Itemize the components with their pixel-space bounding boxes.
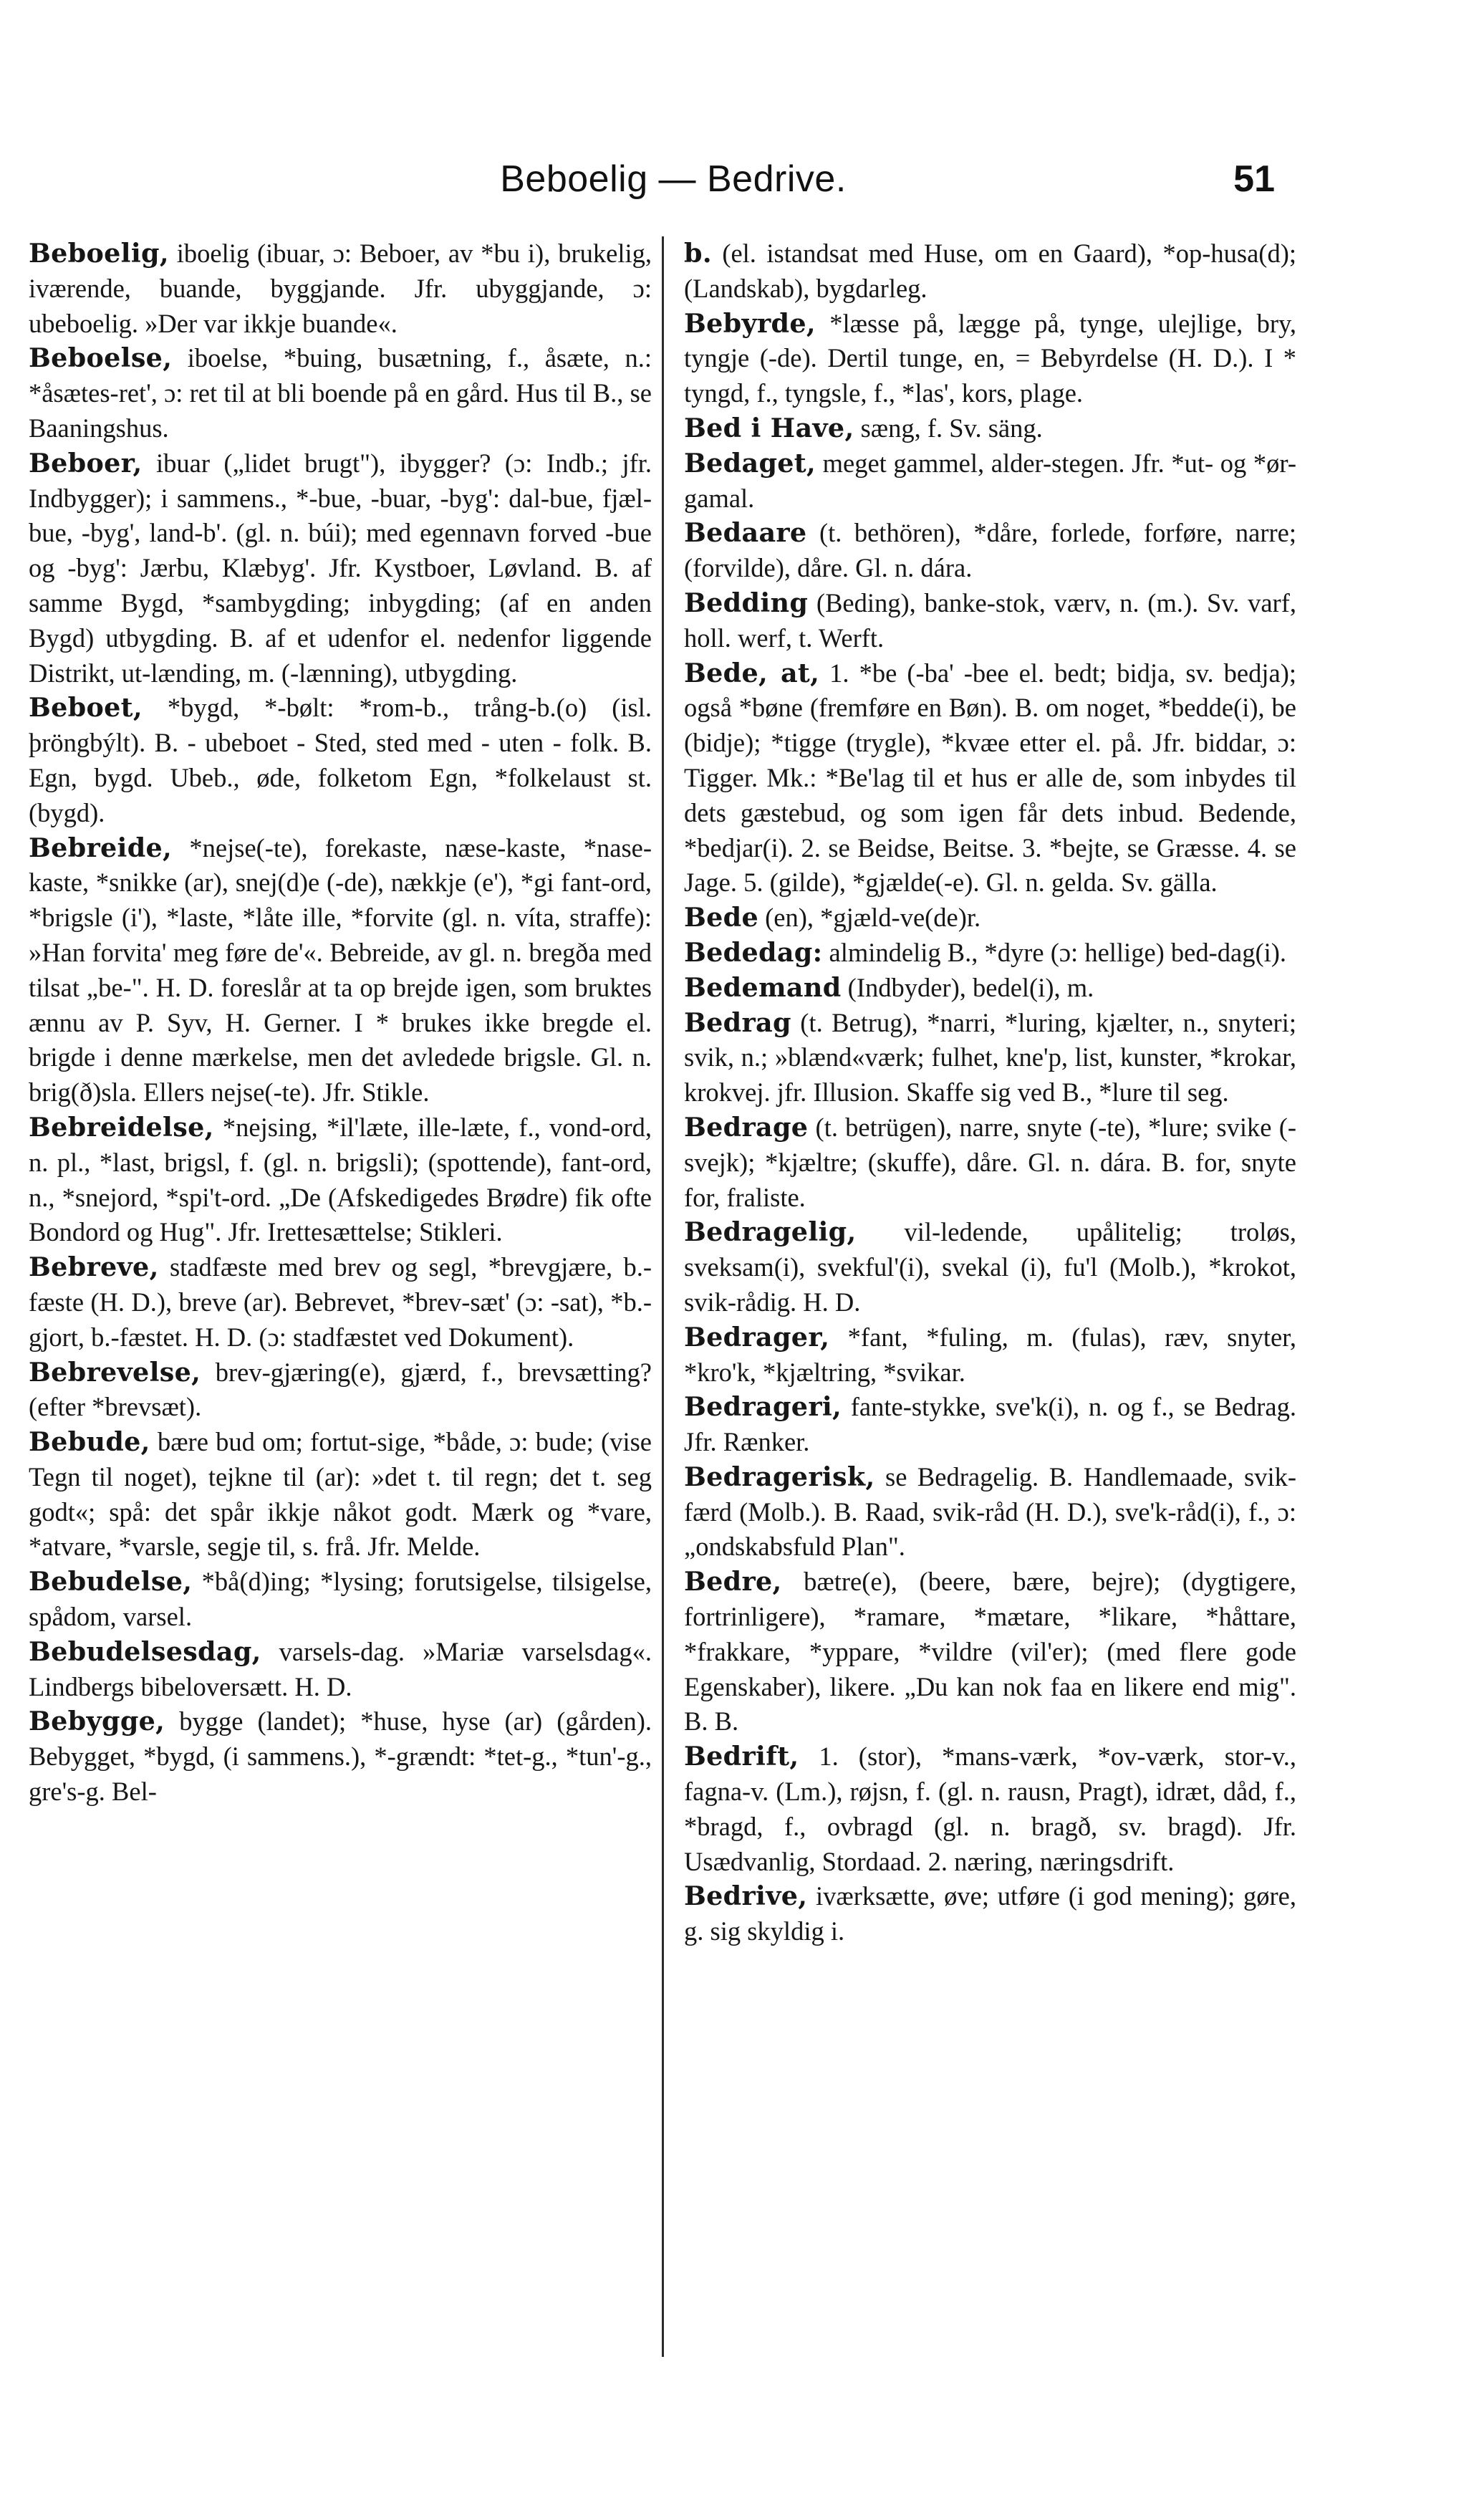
- dictionary-entry: [684, 656, 1296, 901]
- entry-headword: Bede: [684, 902, 759, 933]
- entry-headword: Bebude,: [29, 1426, 150, 1458]
- dictionary-entry: [29, 691, 652, 830]
- entry-headword: Bedre,: [684, 1566, 782, 1598]
- entry-definition: 1. (stor), *mans-værk, *ov-værk, stor-v., fagna-v. (Lm.), røjsn, f. (gl. n. rausn, Pragt), idræt, dåd, f., *bragd, f., ovbragd (gl. n. bragð, sv. bragd). Jfr. Usædvanlig, Stordaad. 2. næring, næringsdrift.: [684, 1742, 1296, 1876]
- page-number: 51: [1233, 158, 1275, 200]
- dictionary-entry: [684, 1390, 1296, 1460]
- dictionary-entry: [684, 586, 1296, 656]
- entry-definition: *nejse(-te), forekaste, næse-kaste, *nase-kaste, *snikke (ar), snej(d)e (-de), nækkje (e'), *gi fant-ord, *brigsle (i'), *laste, *låte ille, *forvite (gl. n. víta, straffe): »Han forvita' meg føre de'«. Bebreide, av gl. n. bregða med tilsat „be-". H. D. foreslår at ta op brejde igen, som bruktes ænnu av P. Syv, H. Gerner. I * brukes ikke bregde el. brigde i denne mærkelse, men det avledede brigsle. Gl. n. brig(ð)sla. Ellers nejse(-te). Jfr. Stikle.: [29, 832, 652, 1108]
- entry-headword: Bedrag: [684, 1007, 791, 1038]
- entry-headword: Bedaare: [684, 517, 807, 549]
- entry-definition: bygge (landet); *huse, hyse (ar) (gården). Bebygget, *bygd, (i sammens.), *-grændt: *tet-g., *tun'-g., gre's-g. Bel-: [29, 1706, 652, 1807]
- dictionary-entry: [29, 1635, 652, 1705]
- dictionary-entry: [684, 1739, 1296, 1879]
- dictionary-entry: [684, 1565, 1296, 1739]
- entry-headword: Bebudelsesdag,: [29, 1635, 261, 1667]
- entry-headword: Bedemand: [684, 971, 842, 1003]
- dictionary-entry: [29, 1110, 652, 1250]
- entry-headword: Bebreide,: [29, 832, 173, 863]
- entry-definition: 1. *be (-ba' -bee el. bedt; bidja, sv. bedja); også *bøne (fremføre en Bøn). B. om noget, *bedde(i), be (bidje); *tigge (trygle), *kvæe etter el. på. Jfr. biddar, ɔ: Tigger. Mk.: *Be'lag til et hus er alle de, som inbydes til dets gæstebud, og som igen får dets inbud. Bedende, *bedjar(i). 2. se Beidse, Beitse. 3. *bejte, se Græsse. 4. se Jage. 5. (gilde), *gjælde(-e). Gl. n. gelda. Sv. gälla.: [684, 658, 1296, 898]
- dictionary-entry: [29, 1565, 652, 1635]
- entry-definition: (el. istandsat med Huse, om en Gaard), *op-husa(d); (Landskab), bygdarleg.: [684, 239, 1296, 303]
- page-header: [0, 0, 1484, 215]
- entry-definition: iværksætte, øve; utføre (i god mening); gøre, g. sig skyldig i.: [684, 1881, 1296, 1946]
- column-divider: [662, 236, 664, 2357]
- dictionary-entry: [684, 1460, 1296, 1565]
- entry-headword: Beboet,: [29, 692, 143, 724]
- entry-headword: Bede, at,: [684, 657, 820, 688]
- dictionary-entry: [684, 411, 1296, 446]
- dictionary-entry: [684, 1320, 1296, 1390]
- entry-definition: brev-gjæring(e), gjærd, f., brevsætting? (efter *brevsæt).: [29, 1357, 652, 1422]
- right-column: [684, 236, 1296, 2371]
- dictionary-entry: [29, 1355, 652, 1426]
- entry-definition: fante-stykke, sve'k(i), n. og f., se Bedrag. Jfr. Rænker.: [684, 1392, 1296, 1457]
- dictionary-entry: [684, 1110, 1296, 1215]
- entry-headword: Bebygge,: [29, 1706, 165, 1737]
- entry-definition: se Bedragelig. B. Handlemaade, svik-færd (Molb.). B. Raad, svik-råd (H. D.), sve'k-råd(i), f., ɔ: „ondskabsfuld Plan".: [684, 1461, 1296, 1562]
- entry-definition: (t. betrügen), narre, snyte (-te), *lure; svike (-svejk); *kjæltre; (skuffe), dåre. Gl. n. dára. B. for, snyte for, fraliste.: [684, 1112, 1296, 1212]
- dictionary-entry: [29, 831, 652, 1110]
- running-head: Beboelig — Bedrive.: [500, 158, 847, 200]
- entry-headword: Bedragelig,: [684, 1216, 857, 1248]
- entry-headword: Bededag:: [684, 936, 823, 968]
- dictionary-entry: [684, 236, 1296, 307]
- entry-headword: Bedrageri,: [684, 1391, 842, 1423]
- entry-headword: Bedragerisk,: [684, 1461, 875, 1492]
- entry-headword: Beboelig,: [29, 238, 169, 269]
- entry-definition: (Beding), banke-stok, værv, n. (m.). Sv. varf, holl. werf, t. Werft.: [684, 587, 1296, 653]
- entry-headword: Bedding: [684, 587, 809, 618]
- dictionary-entry: [29, 1425, 652, 1565]
- entry-headword: Bedrive,: [684, 1880, 808, 1912]
- dictionary-entry: [29, 446, 652, 691]
- entry-definition: *nejsing, *il'læte, ille-læte, f., vond-ord, n. pl., *last, brigsl, f. (gl. n. brigsli); (spottende), fant-ord, n., *snejord, *spi't-ord. „De (Afskedigedes Brødre) fik ofte Bondord og Hug". Jfr. Irettesættelse; Stikleri.: [29, 1112, 652, 1247]
- dictionary-entry: [684, 900, 1296, 936]
- dictionary-entry: [29, 1704, 652, 1809]
- dictionary-entry: [684, 516, 1296, 586]
- entry-headword: Bedrager,: [684, 1321, 830, 1353]
- dictionary-entry: [684, 936, 1296, 971]
- entry-definition: *bå(d)ing; *lysing; forutsigelse, tilsigelse, spådom, varsel.: [29, 1567, 652, 1632]
- entry-definition: stadfæste med brev og segl, *brevgjære, b.-fæste (H. D.), breve (ar). Bebrevet, *brev-sæt' (ɔ: -sat), *b.-gjort, b.-fæstet. H. D. (ɔ: stadfæstet ved Dokument).: [29, 1252, 652, 1352]
- dictionary-entry: [29, 341, 652, 446]
- entry-definition: (en), *gjæld-ve(de)r.: [758, 903, 981, 933]
- entry-headword: Bed i Have,: [684, 412, 854, 443]
- entry-definition: almindelig B., *dyre (ɔ: hellige) bed-dag(i).: [822, 937, 1287, 967]
- entry-definition: bære bud om; fortut-sige, *både, ɔ: bude; (vise Tegn til noget), tejkne til (ar): »det t. til regn; det t. seg godt«; spå: det spår ikkje nåkot godt. Mærk og *vare, *atvare, *varsle, segje til, s. frå. Jfr. Melde.: [29, 1427, 652, 1562]
- entry-definition: *fant, *fuling, m. (fulas), ræv, snyter, *kro'k, *kjæltring, *svikar.: [684, 1322, 1296, 1387]
- entry-definition: bætre(e), (beere, bære, bejre); (dygtigere, fortrinligere), *ramare, *mætare, *likare, *håttare, *frakkare, *yppare, *vildre (vil'er); (med flere gode Egenskaber), likere. „Du kan nok faa en likere end mig". B. B.: [684, 1567, 1296, 1737]
- dictionary-entry: [684, 971, 1296, 1006]
- entry-definition: varsels-dag. »Mariæ varselsdag«. Lindbergs bibeloversætt. H. D.: [29, 1636, 652, 1701]
- entry-headword: Beboer,: [29, 447, 143, 479]
- entry-headword: Bedrage: [684, 1111, 809, 1143]
- entry-definition: iboelse, *buing, busætning, f., åsæte, n.: *åsætes-ret', ɔ: ret til at bli boende på en gård. Hus til B., se Baaningshus.: [29, 343, 652, 443]
- entry-headword: Bebreidelse,: [29, 1111, 214, 1143]
- entry-headword: Bebudelse,: [29, 1566, 193, 1598]
- entry-definition: *bygd, *-bølt: *rom-b., trång-b.(o) (isl. þröngbýlt). B. - ubeboet - Sted, sted med - uten - folk. B. Egn, bygd. Ubeb., øde, folketom Egn, *folkelaust st. (bygd).: [29, 693, 652, 827]
- entry-definition: iboelig (ibuar, ɔ: Beboer, av *bu i), brukelig, iværende, buande, byggjande. Jfr. ubyggjande, ɔ: ubeboelig. »Der var ikkje buande«.: [29, 239, 652, 338]
- entry-headword: Beboelse,: [29, 342, 173, 374]
- dictionary-entry: [684, 1215, 1296, 1320]
- entry-definition: meget gammel, alder-stegen. Jfr. *ut- og *ør-gamal.: [684, 448, 1296, 513]
- dictionary-entry: [684, 1879, 1296, 1949]
- entry-headword: Bebyrde,: [684, 307, 816, 339]
- entry-headword: Bebreve,: [29, 1252, 159, 1283]
- entry-definition: ibuar („lidet brugt"), ibygger? (ɔ: Indb.; jfr. Indbygger); i sammens., *-bue, -buar, -byg': dal-bue, fjæl-bue, -byg', land-b'. (gl. n. búi); med egennavn forved -bue og -byg': Jærbu, Klæbyg'. Jfr. Kystboer, Løvland. B. af samme Bygd, *sambygding; inbygding; (af en anden Bygd) utbygding. B. af et udenfor el. nedenfor liggende Distrikt, ut-lænding, m. (-lænning), utbygding.: [29, 448, 652, 688]
- entry-headword: b.: [684, 238, 712, 269]
- entry-definition: *læsse på, lægge på, tynge, ulejlige, bry, tyngje (-de). Dertil tunge, en, = Bebyrdelse (H. D.). I * tyngd, f., tyngsle, f., *las', kors, plage.: [684, 308, 1296, 408]
- entry-definition: (t. Betrug), *narri, *luring, kjælter, n., snyteri; svik, n.; »blænd«værk; fulhet, kne'p, list, kunster, *krokar, krokvej. jfr. Illusion. Skaffe sig ved B., *lure til seg.: [684, 1007, 1296, 1108]
- dictionary-entry: [29, 236, 652, 341]
- entry-definition: vil-ledende, upålitelig; troløs, sveksam(i), svekful'(i), svekal (i), fu'l (Molb.), *krokot, svik-rådig. H. D.: [684, 1217, 1296, 1317]
- entry-headword: Bebrevelse,: [29, 1356, 201, 1388]
- entry-definition: (t. bethören), *dåre, forlede, forføre, narre; (forvilde), dåre. Gl. n. dára.: [684, 518, 1296, 583]
- entry-headword: Bedrift,: [684, 1741, 799, 1772]
- dictionary-entry: [29, 1250, 652, 1355]
- dictionary-entry: [684, 307, 1296, 411]
- entry-headword: Bedaget,: [684, 447, 816, 479]
- entry-definition: (Indbyder), bedel(i), m.: [841, 972, 1094, 1002]
- entry-definition: sæng, f. Sv. säng.: [854, 413, 1043, 443]
- dictionary-entry: [684, 1006, 1296, 1110]
- dictionary-entry: [684, 446, 1296, 517]
- left-column: [29, 236, 652, 2371]
